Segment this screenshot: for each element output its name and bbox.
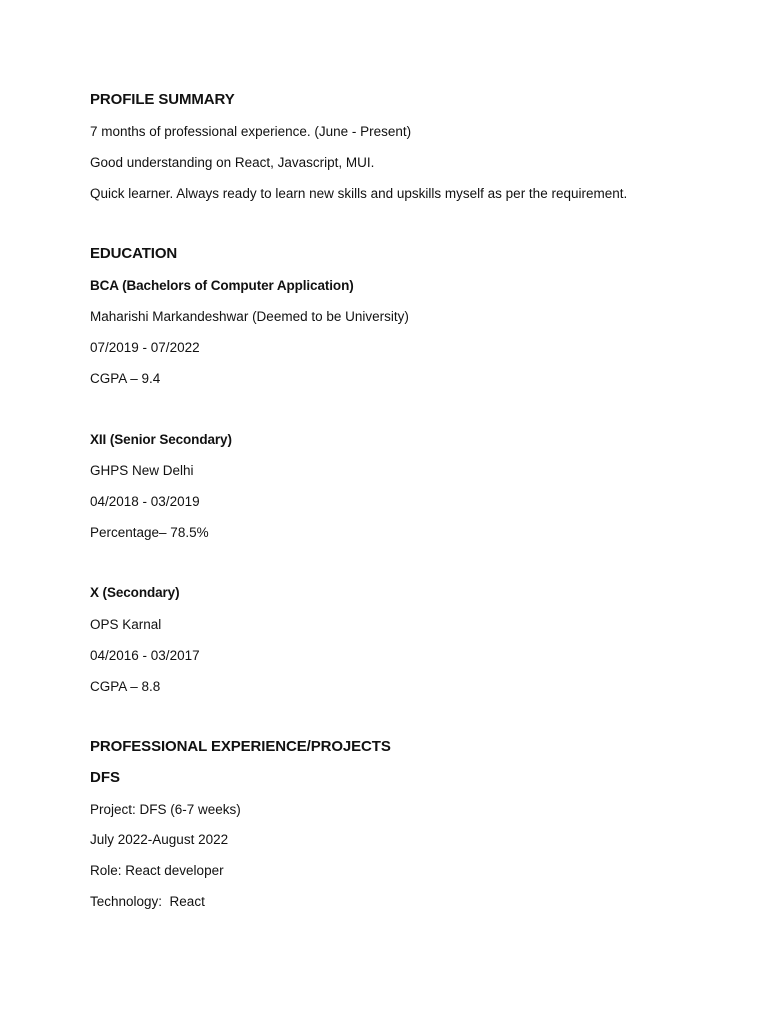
education-institution: Maharishi Markandeshwar (Deemed to be University) [90,309,409,324]
profile-summary-item: 7 months of professional experience. (June - Present) [90,124,412,139]
education-score: Percentage– 78.5% [90,525,209,540]
resume-page [90,0,730,1024]
education-degree: XII (Senior Secondary) [90,432,232,447]
education-dates: 07/2019 - 07/2022 [90,340,200,355]
education-heading: EDUCATION [90,245,178,262]
education-dates: 04/2018 - 03/2019 [90,494,200,509]
project-dates: July 2022-August 2022 [90,832,229,847]
project-technology: Technology: React [90,894,205,909]
profile-summary-heading: PROFILE SUMMARY [90,91,235,108]
project-title: Project: DFS (6-7 weeks) [90,802,241,817]
profile-summary-item: Good understanding on React, Javascript, MUI. [90,155,375,170]
education-degree: BCA (Bachelors of Computer Application) [90,278,354,293]
profile-summary-item: Quick learner. Always ready to learn new skills and upskills myself as per the requirement. [90,186,628,201]
education-score: CGPA – 9.4 [90,371,161,386]
experience-heading: PROFESSIONAL EXPERIENCE/PROJECTS [90,738,391,755]
project-name: DFS [90,769,120,786]
education-degree: X (Secondary) [90,585,180,600]
education-institution: GHPS New Delhi [90,463,194,478]
project-role: Role: React developer [90,863,224,878]
education-dates: 04/2016 - 03/2017 [90,648,200,663]
education-score: CGPA – 8.8 [90,679,161,694]
education-institution: OPS Karnal [90,617,162,632]
